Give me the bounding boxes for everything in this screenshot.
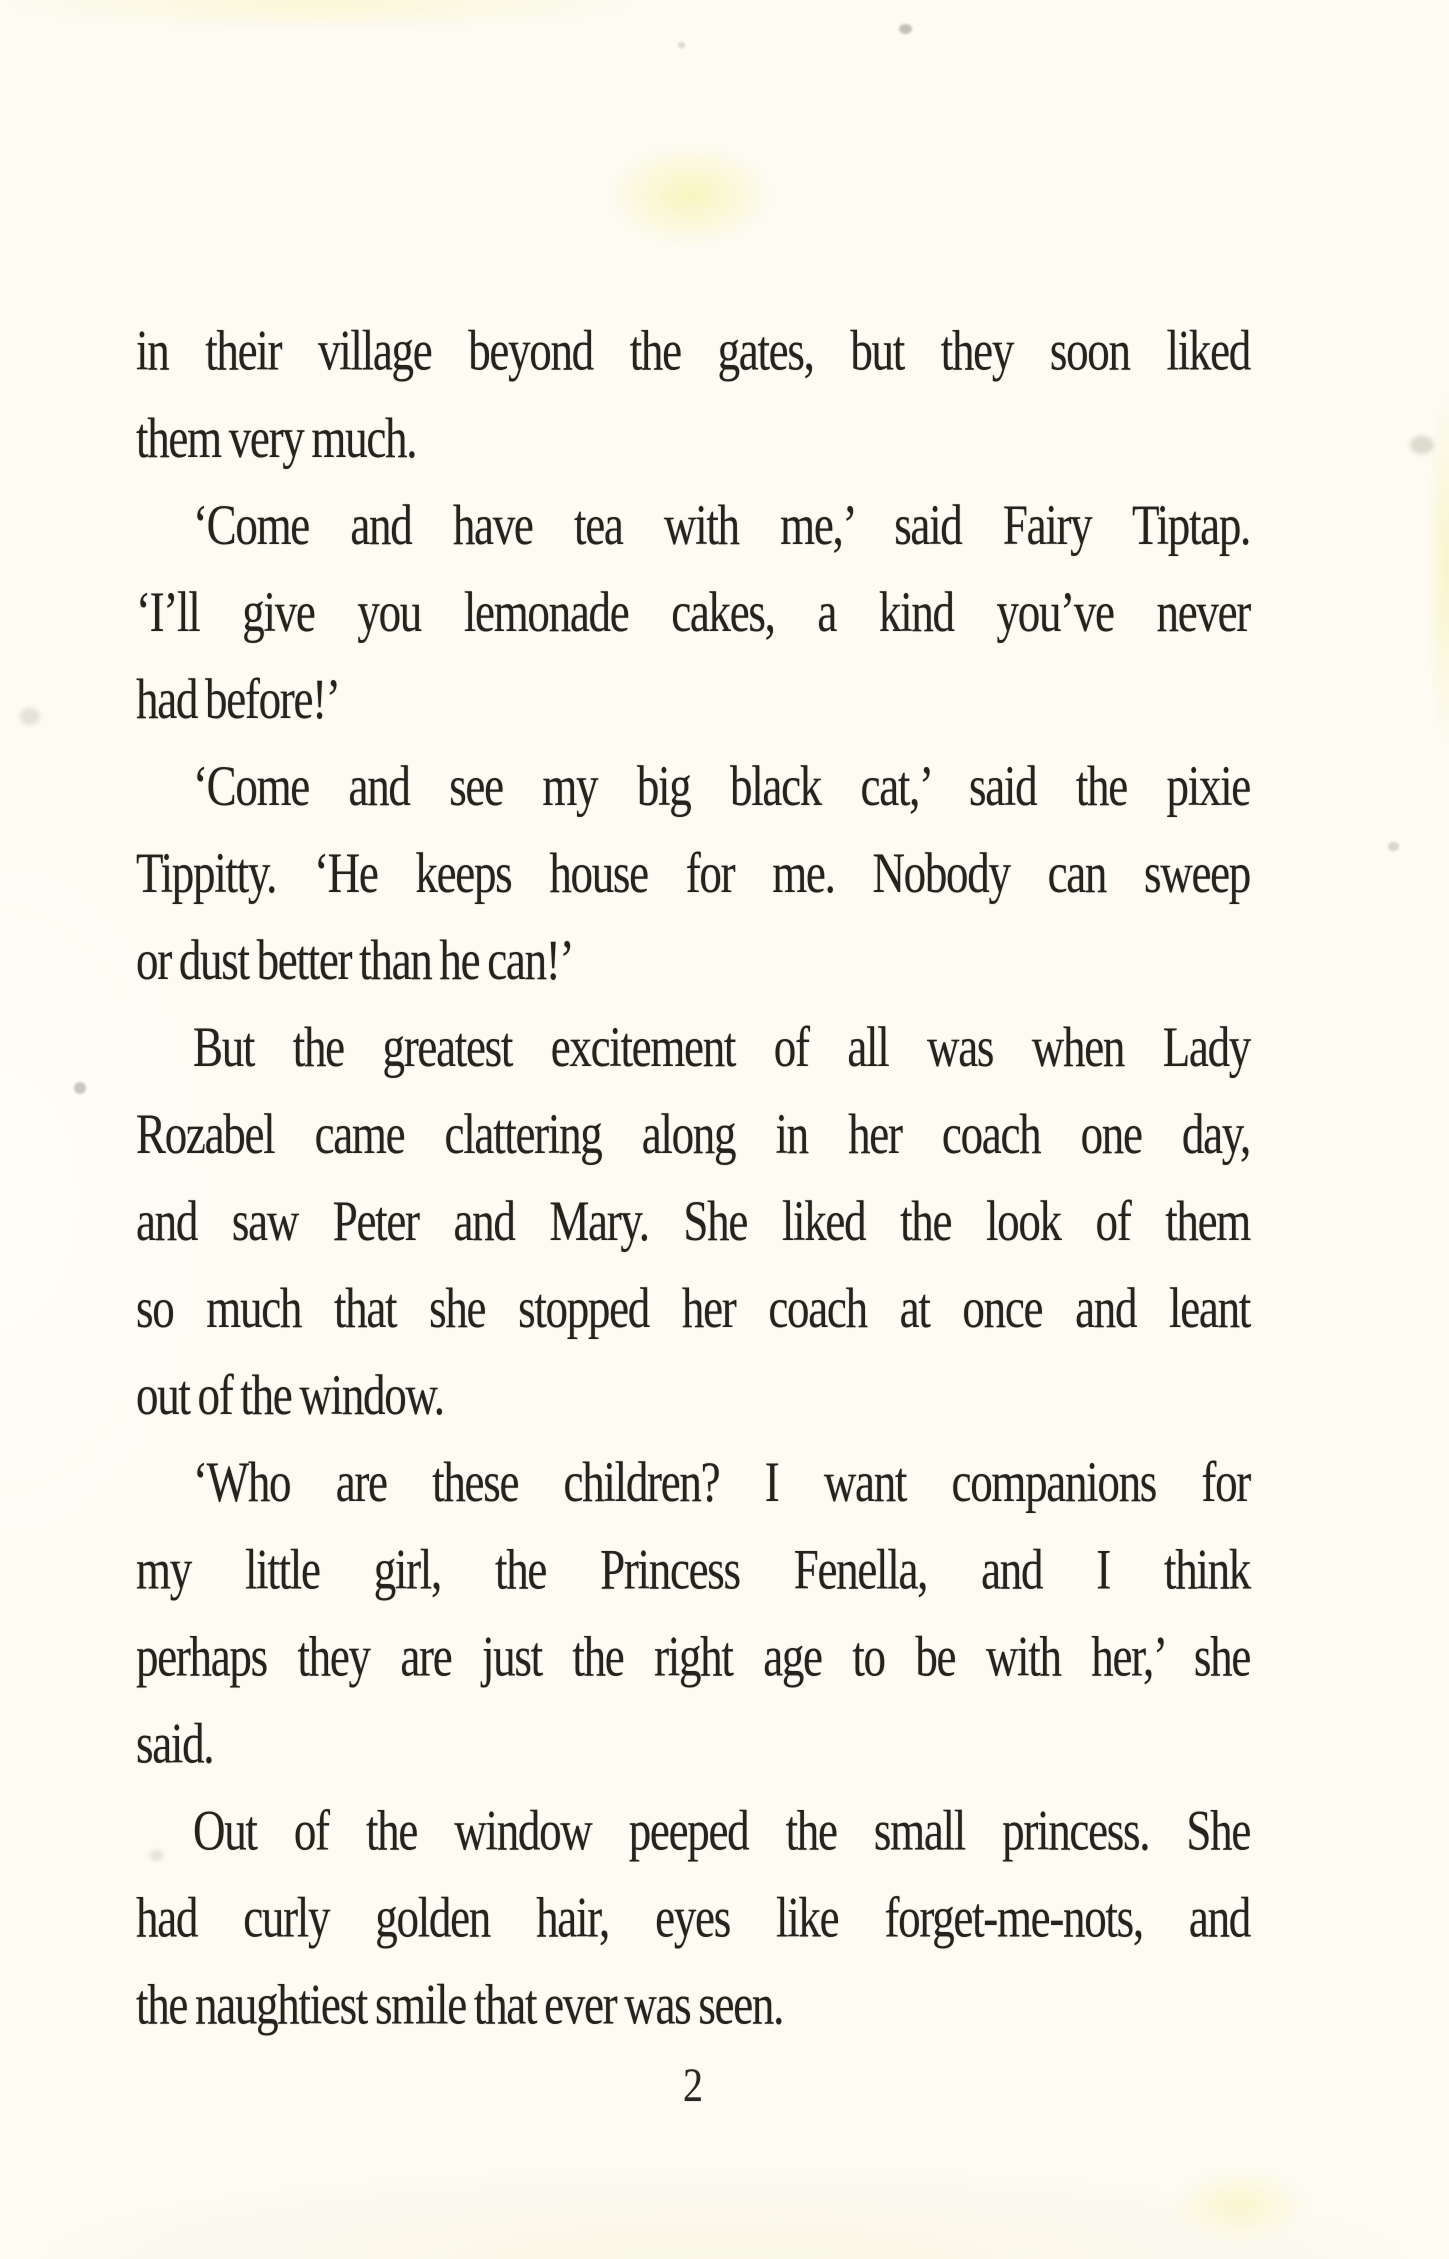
scan-speck (1388, 842, 1399, 851)
text-line: them very much. (136, 405, 417, 470)
text-line: and saw Peter and Mary. She liked the look of them (136, 1188, 1250, 1253)
text-line: the naughtiest smile that ever was seen. (136, 1972, 784, 2037)
page-number: 2 (683, 2058, 703, 2112)
text-line: my little girl, the Princess Fenella, and I think (136, 1537, 1250, 1602)
page-text (136, 307, 1250, 2048)
scan-speck (1410, 436, 1434, 454)
text-line: ‘I’ll give you lemonade cakes, a kind you’ve never (136, 579, 1250, 644)
text-line: Tippitty. ‘He keeps house for me. Nobody can sweep (136, 840, 1250, 905)
scan-speck (678, 42, 685, 48)
text-line: or dust better than he can!’ (136, 927, 574, 992)
scan-speck (20, 708, 40, 725)
text-line: had curly golden hair, eyes like forget-me-nots, and (136, 1885, 1250, 1950)
text-line: perhaps they are just the right age to be with her,’ she (136, 1624, 1250, 1689)
text-line: had before!’ (136, 666, 340, 731)
text-line: ‘Who are these children? I want companions for (193, 1450, 1250, 1515)
scan-speck (899, 24, 912, 34)
scan-speck (74, 1082, 86, 1094)
text-line: in their village beyond the gates, but they soon liked (136, 318, 1250, 383)
text-line: Out of the window peeped the small princess. She (193, 1798, 1250, 1863)
text-line: But the greatest excitement of all was when Lady (193, 1014, 1250, 1079)
text-line: out of the window. (136, 1363, 444, 1427)
text-line: Rozabel came clattering along in her coach one day, (136, 1101, 1250, 1166)
text-line: ‘Come and have tea with me,’ said Fairy Tiptap. (193, 492, 1250, 557)
text-line: ‘Come and see my big black cat,’ said the pixie (193, 753, 1250, 818)
text-line: said. (136, 1711, 214, 1776)
text-line: so much that she stopped her coach at once and leant (136, 1275, 1250, 1340)
